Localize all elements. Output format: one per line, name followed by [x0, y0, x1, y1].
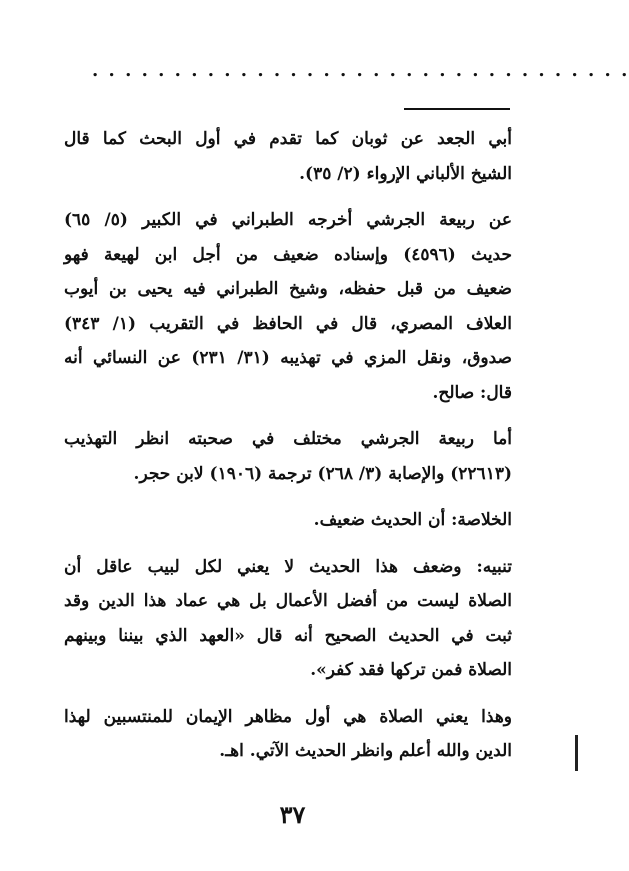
text-line: صدوق، ونقل المزي في تهذيبه (٣١/ ٢٣١) عن النسائي أنه: [64, 348, 512, 368]
text-line: (٢٢٦١٣) والإصابة (٣/ ٢٦٨) ترجمة (١٩٠٦) لابن حجر.: [133, 463, 512, 484]
paragraph-conclusion: [64, 503, 512, 538]
dotted-separator: . . . . . . . . . . . . . . . . . . . . . . . . . . . . . . . . .: [92, 60, 629, 81]
paragraph-companionship: [64, 422, 512, 491]
paragraph-note: [64, 550, 512, 688]
footnote-rule: [404, 108, 510, 110]
text-line: الدين والله أعلم وانظر الحديث الآتي. اهـ.: [219, 741, 512, 761]
text-line: قال: صالح.: [432, 382, 512, 403]
text-line: عن ربيعة الجرشي أخرجه الطبراني في الكبير (٥/ ٦٥): [64, 210, 512, 230]
text-line: أبي الجعد عن ثوبان كما تقدم في أول البحث كما قال: [64, 129, 512, 149]
text-line: حديث (٤٥٩٦) وإسناده ضعيف من أجل ابن لهيعة فهو: [64, 244, 512, 265]
text-line: أما ربيعة الجرشي مختلف في صحبته انظر التهذيب: [64, 429, 512, 449]
text-line: الصلاة ليست من أفضل الأعمال بل هي عماد هذا الدين وقد: [64, 591, 512, 611]
text-line: الصلاة فمن تركها فقد كفر».: [310, 660, 512, 680]
text-line: ثبت في الحديث الصحيح أنه قال «العهد الذي بيننا وبينهم: [64, 625, 512, 646]
text-line: ضعيف من قبل حفظه، وشيخ الطبراني فيه يحيى بن أيوب: [64, 279, 512, 299]
paragraph-continuation: [64, 122, 512, 191]
text-line: الخلاصة: أن الحديث ضعيف.: [313, 510, 512, 530]
text-line: العلاف المصري، قال في الحافظ في التقريب (١/ ٣٤٣): [64, 313, 512, 334]
page-body: [64, 122, 512, 781]
text-line: وهذا يعني الصلاة هي أول مظاهر الإيمان للمنتسبين لهذا: [64, 706, 512, 727]
paragraph-closing: [64, 700, 512, 769]
scan-edge-mark: [575, 735, 578, 771]
text-line: تنبيه: وضعف هذا الحديث لا يعني لكل لبيب عاقل أن: [64, 556, 512, 577]
paragraph-rabia-hadith: [64, 203, 512, 410]
text-line: الشيخ الألباني الإرواء (٢/ ٣٥).: [299, 163, 512, 184]
page-number: ٣٧: [279, 800, 306, 829]
